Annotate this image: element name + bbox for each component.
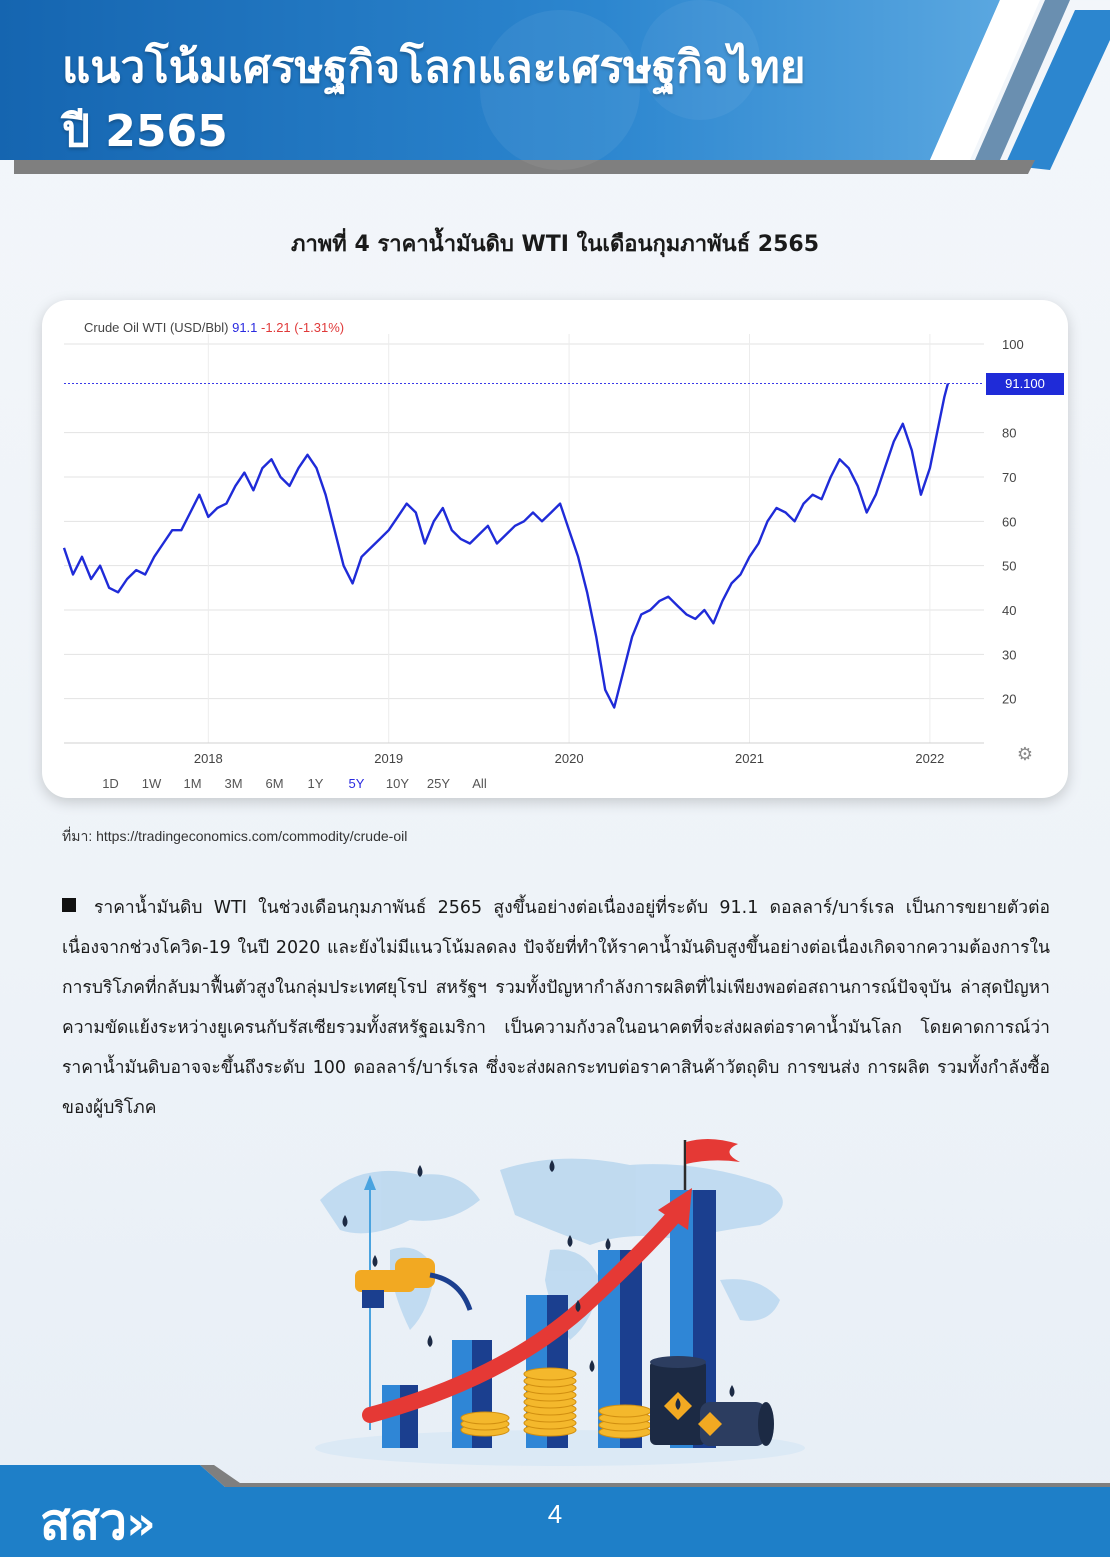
body-paragraph-text: ราคาน้ำมันดิบ WTI ในช่วงเดือนกุมภาพันธ์ 2565 สูงขึ้นอย่างต่อเนื่องอยู่ที่ระดับ 91.1 ดอลลาร์/บาร์เรล เป็นการขยายตัวต่อเนื่องจากช่วงโควิด-19 ในปี 2020 และยังไม่มีแนวโน้มลดลง ปัจจัยที่ทำให้ราคาน้ำมันดิบสูงขึ้นอย่างต่อเนื่องเกิดจากความต้องการในการบริโภคที่กลับมาฟื้นตัวสูงในกลุ่มประเทศยุโรป สหรัฐฯ รวมทั้งปัญหากำลังการผลิตที่ไม่เพียงพอต่อสถานการณ์ปัจจุบัน ล่าสุดปัญหาความขัดแย้งระหว่างยูเครนกับรัสเซียรวมทั้งสหรัฐอเมริกา เป็นความกังวลในอนาคตที่จะส่งผลต่อราคาน้ำมันโลก โดยคาดการณ์ว่าราคาน้ำมันดิบอาจจะขึ้นถึงระดับ 100 ดอลลาร์/บาร์เรล ซึ่งจะส่งผลกระทบต่อราคาสินค้าวัตถุดิบ การขนส่ง การผลิต รวมทั้งกำลังซื้อของผู้บริโภค [62, 898, 1050, 1118]
range-option-1d[interactable]: 1D [102, 776, 119, 791]
figure-caption: ภาพที่ 4 ราคาน้ำมันดิบ WTI ในเดือนกุมภาพันธ์ 2565 [290, 232, 820, 257]
chart-legend-title: Crude Oil WTI (USD/Bbl) [84, 320, 229, 335]
page-number: 4 [547, 1499, 563, 1529]
price-series-line [64, 384, 948, 708]
range-option-1m[interactable]: 1M [183, 776, 202, 791]
title-line-1: แนวโน้มเศรษฐกิจโลกและเศรษฐกิจไทย [62, 42, 806, 93]
range-option-5y[interactable]: 5Y [348, 776, 365, 791]
bullet-square-icon [62, 898, 76, 912]
range-option-3m[interactable]: 3M [224, 776, 243, 791]
source-citation: ที่มา: https://tradingeconomics.com/commodity/crude-oil [62, 828, 408, 844]
y-tick-label: 40 [1002, 603, 1017, 618]
y-tick-label: 50 [1002, 558, 1017, 574]
y-tick-label: 60 [1002, 514, 1017, 530]
oil-price-chart [42, 300, 1068, 798]
sme-logo [40, 1483, 155, 1557]
range-option-6m[interactable]: 6M [265, 776, 284, 791]
time-range-selector [90, 776, 500, 791]
range-option-1y[interactable]: 1Y [307, 776, 324, 791]
range-option-10y[interactable]: 10Y [385, 776, 410, 791]
y-tick-label: 30 [1002, 647, 1017, 663]
chart-legend [84, 320, 344, 335]
y-tick-label: 70 [1002, 470, 1017, 485]
x-tick-label: 2019 [374, 751, 404, 766]
y-tick-label: 100 [1002, 337, 1024, 352]
range-option-all[interactable]: All [472, 776, 487, 791]
y-tick-label: 80 [1002, 425, 1017, 441]
header-banner [0, 0, 1110, 180]
x-tick-label: 2018 [193, 751, 223, 766]
x-tick-label: 2020 [554, 751, 584, 766]
footer-bar [0, 1465, 1110, 1557]
gear-icon[interactable]: ⚙ [1016, 744, 1034, 765]
title-line-2: ปี 2565 [62, 106, 228, 157]
chart-legend-change: -1.21 (-1.31%) [261, 320, 345, 335]
oil-price-rise-illustration [300, 1130, 820, 1475]
x-tick-label: 2022 [915, 751, 945, 766]
x-tick-label: 2021 [735, 751, 764, 766]
logo-text: สสว [40, 1493, 127, 1551]
range-option-25y[interactable]: 25Y [426, 776, 451, 791]
chart-legend-value: 91.1 [232, 320, 258, 335]
range-option-1w[interactable]: 1W [141, 776, 162, 791]
page-title [62, 36, 962, 164]
chart-card [42, 300, 1068, 798]
current-price-badge: 91.100 [986, 373, 1064, 395]
body-paragraph [62, 888, 1050, 1128]
chevron-right-icon: » [126, 1496, 155, 1550]
y-tick-label: 20 [1002, 691, 1017, 707]
